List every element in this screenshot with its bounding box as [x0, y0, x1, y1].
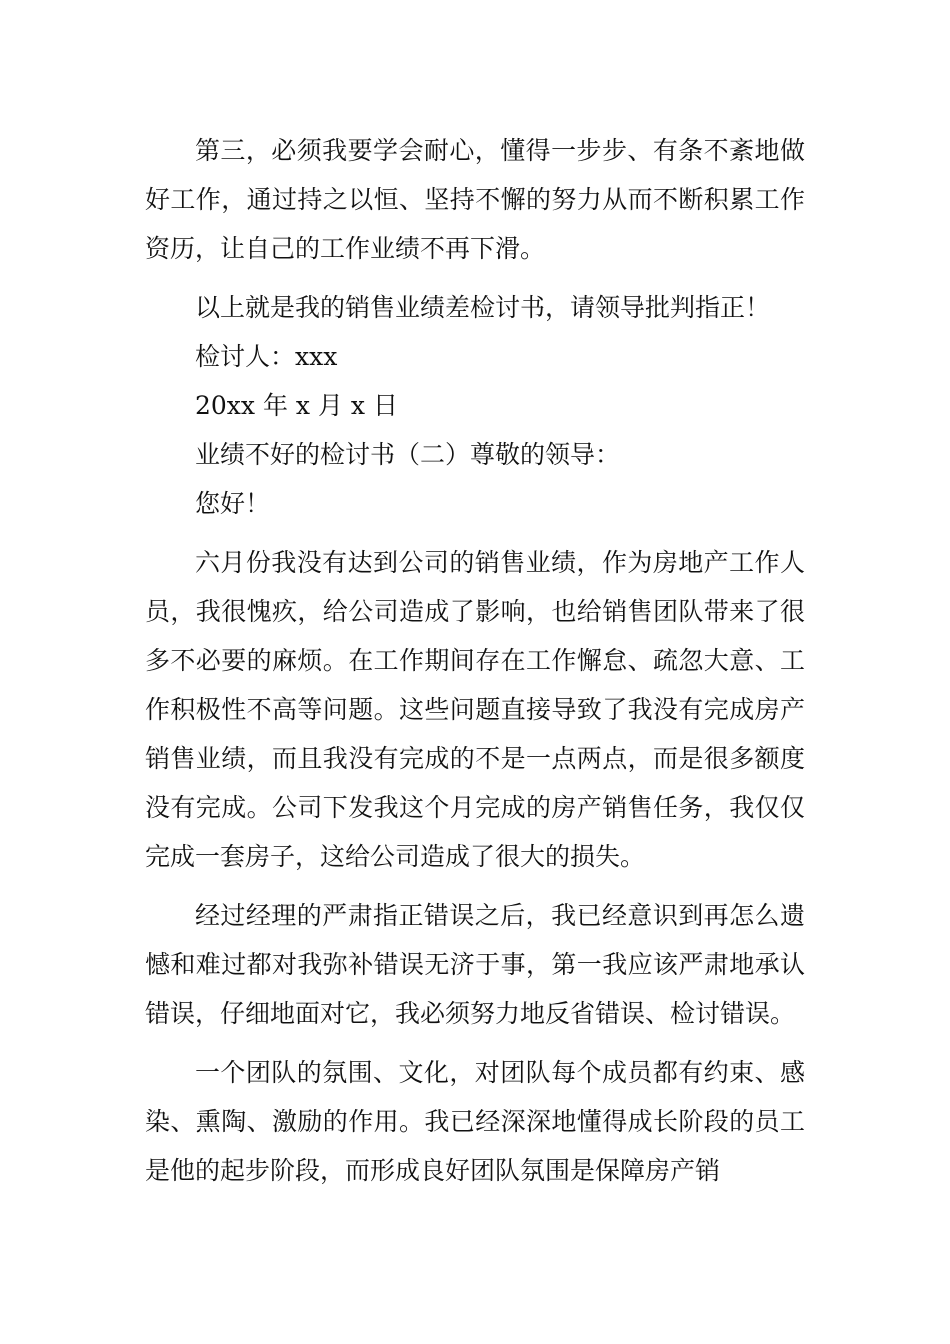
paragraph-team-atmosphere: 一个团队的氛围、文化，对团队每个成员都有约束、感染、熏陶、激励的作用。我已经深深地懂得成长阶段的员工是他的起步阶段，而形成良好团队氛围是保障房产销: [145, 1058, 805, 1185]
signature-reviewer: 检讨人：xxx: [195, 342, 338, 371]
document-page: [145, 126, 805, 1195]
paragraph-manager-correction: 经过经理的严肃指正错误之后，我已经意识到再怎么遗憾和难过都对我弥补错误无济于事，第一我应该严肃地承认错误，仔细地面对它，我必须努力地反省错误、检讨错误。: [145, 901, 805, 1028]
greeting: 您好！: [195, 489, 271, 518]
paragraph-third-point: 第三，必须我要学会耐心，懂得一步步、有条不紊地做好工作，通过持之以恒、坚持不懈的努力从而不断积累工作资历，让自己的工作业绩不再下滑。: [145, 136, 805, 263]
paragraph-closing-request: 以上就是我的销售业绩差检讨书，请领导批判指正！: [195, 293, 771, 322]
paragraph-june-sales: 六月份我没有达到公司的销售业绩，作为房地产工作人员，我很愧疚，给公司造成了影响，也给销售团队带来了很多不必要的麻烦。在工作期间存在工作懈怠、疏忽大意、工作积极性不高等问题。这些问题直接导致了我没有完成房产销售业绩，而且我没有完成的不是一点两点，而是很多额度没有完成。公司下发我这个月完成的房产销售任务，我仅仅完成一套房子，这给公司造成了很大的损失。: [145, 548, 805, 871]
second-letter-heading: 业绩不好的检讨书（二）尊敬的领导：: [195, 440, 621, 469]
signature-date: 20xx 年 x 月 x 日: [195, 391, 398, 420]
